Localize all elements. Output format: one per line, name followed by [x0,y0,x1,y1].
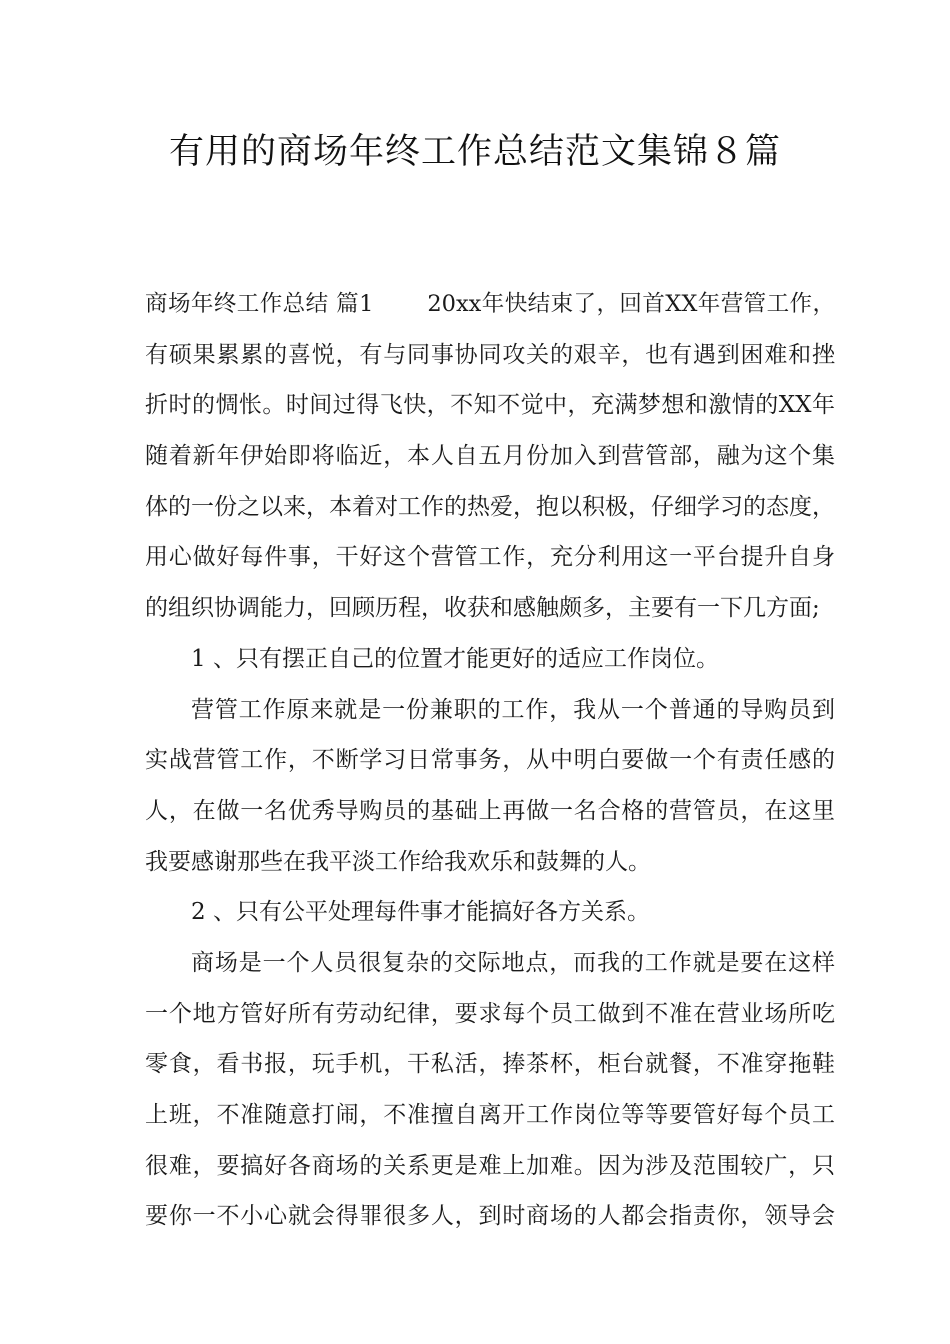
text-line: 随着新年伊始即将临近，本人自五月份加入到营管部，融为这个集 [145,443,835,470]
document-body [145,279,835,1242]
text-line: 营管工作原来就是一份兼职的工作，我从一个普通的导购员到 [191,696,835,723]
text-line: 很难，要搞好各商场的关系更是难上加难。因为涉及范围较广，只 [145,1152,835,1179]
text-line: 折时的惆怅。时间过得飞快，不知不觉中，充满梦想和激情的XX年 [145,392,835,419]
text-line: 体的一份之以来，本着对工作的热爱，抱以积极，仔细学习的态度， [145,493,835,520]
text-line: 一个地方管好所有劳动纪律，要求每个员工做到不准在营业场所吃 [145,1000,835,1027]
text-line: 2 、只有公平处理每件事才能搞好各方关系。 [191,899,650,926]
text-line: 商场是一个人员很复杂的交际地点，而我的工作就是要在这样 [191,949,835,976]
text-line: 我要感谢那些在我平淡工作给我欢乐和鼓舞的人。 [145,848,651,875]
text-line: 零食，看书报，玩手机，干私活，捧茶杯，柜台就餐，不准穿拖鞋 [145,1051,835,1078]
text-line: 商场年终工作总结 篇1 20xx年快结束了，回首XX年营管工作， [145,291,835,317]
text-line: 实战营管工作，不断学习日常事务，从中明白要做一个有责任感的 [145,747,835,774]
text-line: 人，在做一名优秀导购员的基础上再做一名合格的营管员，在这里 [145,797,835,824]
text-line: 有硕果累累的喜悦，有与同事协同攻关的艰辛，也有遇到困难和挫 [145,341,835,368]
text-line: 的组织协调能力，回顾历程，收获和感触颇多，主要有一下几方面; [145,595,820,622]
text-line: 要你一不小心就会得罪很多人，到时商场的人都会指责你，领导会 [145,1203,835,1230]
text-line: 用心做好每件事，干好这个营管工作，充分利用这一平台提升自身 [145,544,835,571]
text-line: 上班，不准随意打闹，不准擅自离开工作岗位等等要管好每个员工 [145,1102,835,1128]
text-line: 1 、只有摆正自己的位置才能更好的适应工作岗位。 [191,645,719,672]
document-title: 有用的商场年终工作总结范文集锦８篇 [168,132,781,172]
